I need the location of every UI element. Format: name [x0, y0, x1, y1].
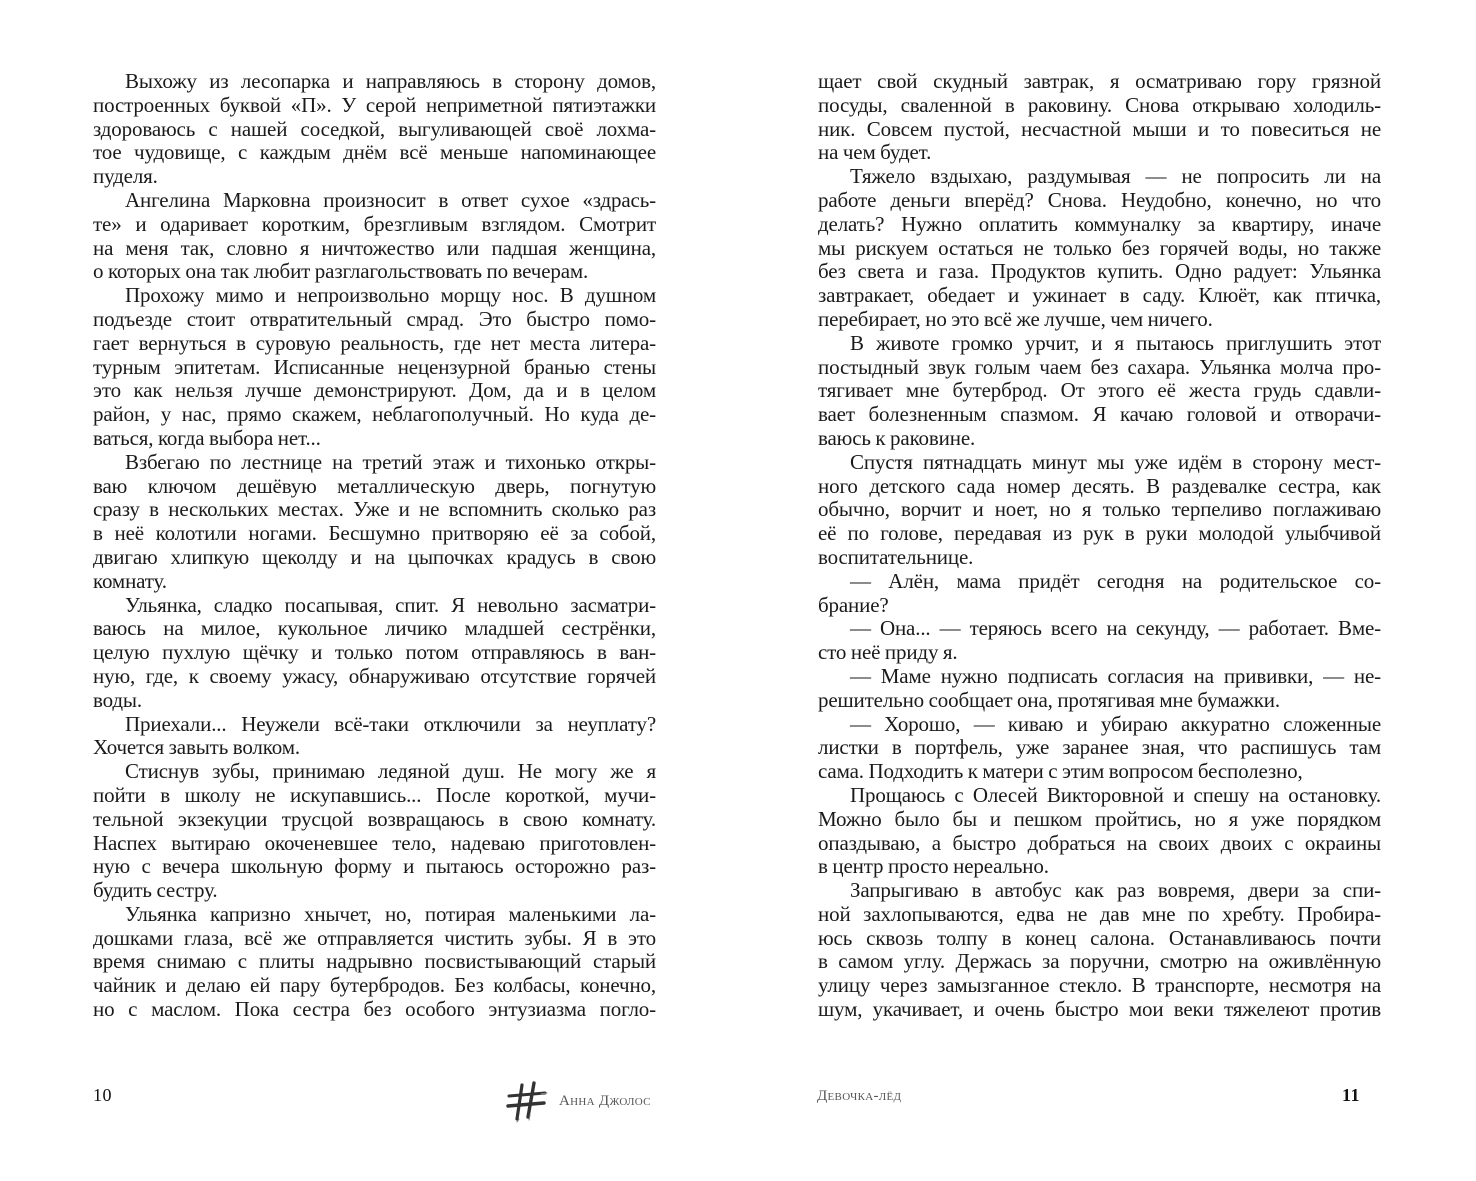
text-line: в центр просто нереально. — [818, 854, 1049, 879]
text-line: делать? Нужно оплатить коммуналку за квартиру, иначе — [818, 211, 1381, 236]
text-line: пойти в школу не искупавшись... После короткой, мучи- — [93, 782, 656, 807]
text-line: ник. Совсем пустой, несчастной мыши и то повеситься не — [818, 116, 1381, 141]
text-line: Ангелина Марковна произносит в ответ сухое «здрась- — [125, 187, 656, 212]
author-name: Анна Джолос — [559, 1092, 651, 1109]
text-line: тое чудовище, с каждым днём всё меньше напоминающее — [93, 140, 656, 165]
text-line: мы рискуем остаться не только без горячей воды, но также — [818, 235, 1381, 260]
text-line: ной захлопываются, едва не дав мне по хребту. Пробира- — [818, 901, 1381, 926]
text-line: Наспех вытираю окоченевшее тело, надеваю приготовлен- — [93, 830, 656, 855]
page-number: 10 — [93, 1085, 112, 1105]
right-page — [738, 0, 1476, 1181]
text-line: Можно было бы и пешком пройтись, но я уже порядком — [818, 806, 1381, 831]
text-line: на чем будет. — [818, 140, 932, 165]
text-line: Выхожу из лесопарка и направляюсь в сторону домов, — [125, 69, 656, 93]
running-head-author — [505, 1079, 651, 1123]
text-line: вает болезненным спазмом. Я качаю головой и отворачи- — [818, 402, 1381, 427]
text-line: шум, укачивает, и очень быстро мои веки тяжелеют против — [818, 997, 1381, 1022]
text-line: двигаю хлипкую щеколду и на цыпочках крадусь в свою — [93, 544, 656, 569]
text-line: на меня так, словно я ничтожество или падшая женщина, — [93, 235, 656, 260]
text-line: пуделя. — [93, 164, 158, 189]
text-line: посуды, сваленной в раковину. Снова открываю холодиль- — [818, 92, 1381, 117]
text-line: Запрыгиваю в автобус как раз вовремя, двери за спи- — [850, 878, 1381, 903]
text-line: гает вернуться в суровую реальность, где нет места литера- — [93, 330, 656, 355]
text-line: ваю ключом дешёвую металлическую дверь, погнутую — [93, 473, 656, 498]
text-line: время снимаю с плиты надрывно посвистывающий старый — [93, 949, 656, 974]
text-line: Спустя пятнадцать минут мы уже идём в сторону мест- — [850, 449, 1381, 474]
text-line: но с маслом. Пока сестра без особого энтузиазма погло- — [93, 997, 656, 1022]
text-line: Приехали... Неужели всё-таки отключили за неуплату? — [125, 711, 656, 736]
text-line: перебирает, но это всё же лучше, чем ничего. — [818, 306, 1213, 331]
text-line: — Хорошо, — киваю и убираю аккуратно сложенные — [850, 711, 1381, 736]
text-line: воды. — [93, 687, 142, 712]
text-line: воспитательнице. — [818, 544, 974, 569]
text-line: Ульянка капризно хнычет, но, потирая маленькими ла- — [125, 901, 656, 926]
text-line: комнату. — [93, 568, 167, 593]
text-line: тягивает мне бутерброд. От этого её жеста грудь сдавли- — [818, 378, 1381, 403]
text-line: Ульянка, сладко посапывая, спит. Я невольно засматри- — [125, 592, 656, 617]
text-line: те» и одаривает коротким, брезгливым взглядом. Смотрит — [93, 211, 656, 236]
text-line: ваюсь на милое, кукольное личико младшей сестрёнки, — [93, 616, 656, 641]
text-line: это как нельзя лучше демонстрируют. Дом, да и в целом — [93, 378, 656, 403]
running-head-title: Девочка-лёд — [817, 1088, 902, 1104]
text-line: Взбегаю по лестнице на третий этаж и тихонько откры- — [125, 449, 656, 474]
left-page-body-text — [93, 70, 656, 1022]
text-line: — Маме нужно подписать согласия на прививки, — не- — [850, 663, 1381, 688]
text-line: чайник и делаю ей пару бутербродов. Без колбасы, конечно, — [93, 973, 656, 998]
text-line: ваться, когда выбора нет... — [93, 425, 321, 450]
text-line: решительно сообщает она, протягивая мне бумажки. — [818, 687, 1280, 712]
text-line: ную с вечера школьную форму и пытаюсь осторожно раз- — [93, 854, 656, 879]
hashtag-logo-icon — [505, 1079, 549, 1123]
text-line: работе деньги вперёд? Снова. Неудобно, конечно, но что — [818, 187, 1381, 212]
text-line: Хочется завыть волком. — [93, 735, 300, 760]
text-line: — Она... — теряюсь всего на секунду, — работает. Вме- — [850, 616, 1381, 641]
text-line: построенных буквой «П». У серой неприметной пятиэтажки — [93, 92, 656, 117]
text-line: брание? — [818, 592, 889, 617]
text-line: юсь сквозь толпу в конец салона. Останавливаюсь почти — [818, 925, 1381, 950]
text-line: завтракает, обедает и ужинает в саду. Клюёт, как птичка, — [818, 283, 1381, 308]
text-line: о которых она так любит разглагольствовать по вечерам. — [93, 259, 589, 284]
text-line: сразу в нескольких местах. Уже и не вспомнить сколько раз — [93, 497, 656, 522]
text-line: постыдный звук голым чаем без сахара. Ульянка молча про- — [818, 354, 1381, 379]
text-line: район, у нас, прямо скажем, неблагополучный. Но куда де- — [93, 402, 656, 427]
text-line: сама. Подходить к матери с этим вопросом бесполезно, — [818, 759, 1303, 784]
text-line: обычно, ворчит и ноет, но я только терпеливо поглаживаю — [818, 497, 1381, 522]
text-line: без света и газа. Продуктов купить. Одно радует: Ульянка — [818, 259, 1381, 284]
page-number: 11 — [1342, 1085, 1361, 1105]
text-line: ваюсь к раковине. — [818, 425, 976, 450]
text-line: улицу через замызганное стекло. В транспорте, несмотря на — [818, 973, 1381, 998]
text-line: щает свой скудный завтрак, я осматриваю гору грязной — [818, 69, 1381, 93]
text-line: ного детского сада номер десять. В раздевалке сестра, как — [818, 473, 1381, 498]
text-line: в самом углу. Держась за поручни, смотрю на оживлённую — [818, 949, 1381, 974]
text-line: ную, где, к своему ужасу, обнаруживаю отсутствие горячей — [93, 663, 656, 688]
text-line: Прощаюсь с Олесей Викторовной и спешу на остановку. — [850, 782, 1381, 807]
text-line: её по голове, передавая из рук в руки молодой улыбчивой — [818, 521, 1381, 546]
text-line: турным эпитетам. Исписанные нецензурной бранью стены — [93, 354, 656, 379]
text-line: здороваюсь с нашей соседкой, выгуливающей своё лохма- — [93, 116, 656, 141]
text-line: опаздываю, а быстро добраться на своих двоих с окраины — [818, 830, 1381, 855]
text-line: сто неё приду я. — [818, 640, 958, 665]
text-line: — Алён, мама придёт сегодня на родительское со- — [850, 568, 1381, 593]
text-line: В животе громко урчит, и я пытаюсь приглушить этот — [850, 330, 1381, 355]
text-line: Тяжело вздыхаю, раздумывая — не попросить ли на — [850, 164, 1381, 189]
text-line: тельной экзекуции трусцой возвращаюсь в свою комнату. — [93, 806, 656, 831]
text-line: будить сестру. — [93, 878, 218, 903]
right-page-body-text — [818, 70, 1381, 1022]
text-line: Стиснув зубы, принимаю ледяной душ. Не могу же я — [125, 759, 656, 784]
text-line: в неё колотили ногами. Бесшумно притворяю её за собой, — [93, 521, 656, 546]
text-line: листки в портфель, уже заранее зная, что распишусь там — [818, 735, 1381, 760]
text-line: целую пухлую щёчку и только потом отправляюсь в ван- — [93, 640, 656, 665]
text-line: подъезде стоит отвратительный смрад. Это быстро помо- — [93, 306, 656, 331]
text-line: Прохожу мимо и непроизвольно морщу нос. В душном — [125, 283, 656, 308]
text-line: дошками глаза, всё же отправляется чистить зубы. Я в это — [93, 925, 656, 950]
